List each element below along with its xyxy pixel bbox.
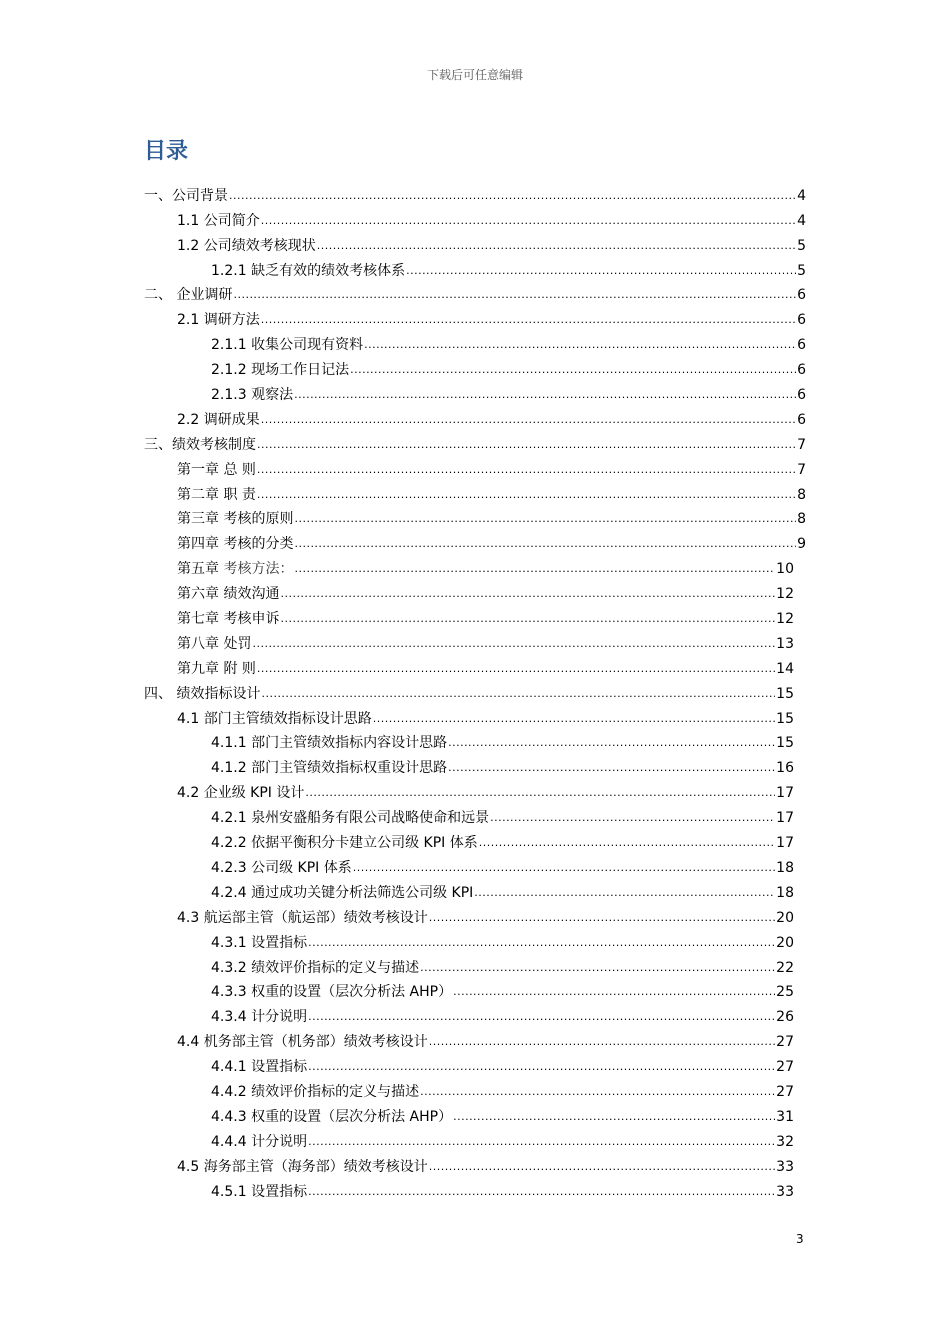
- toc-entry-page: 10: [776, 561, 794, 578]
- toc-entry[interactable]: [144, 952, 806, 977]
- toc-entry[interactable]: [144, 653, 806, 678]
- toc-entry-label: 4.4 机务部主管（机务部）绩效考核设计: [177, 1034, 428, 1051]
- toc-leader-dots: [280, 610, 775, 628]
- toc-leader-dots: [317, 237, 796, 255]
- toc-entry-page: 20: [776, 934, 794, 951]
- toc-entry-label: 2.1.2 现场工作日记法: [211, 362, 350, 379]
- page-header: 下载后可任意编辑: [426, 68, 523, 82]
- toc-entry-page: 26: [776, 1009, 794, 1026]
- toc-entry-label: 4.4.3 权重的设置（层次分析法 AHP）: [211, 1108, 453, 1125]
- page-number: 3: [796, 1232, 804, 1246]
- toc-entry[interactable]: [144, 304, 806, 329]
- toc-entry[interactable]: [144, 404, 806, 429]
- toc-entry[interactable]: [144, 180, 806, 205]
- toc-entry-page: 17: [776, 810, 794, 827]
- toc-entry-page: 6: [797, 287, 806, 304]
- toc-entry-label: 2.1.3 观察法: [211, 387, 294, 404]
- toc-entry[interactable]: [144, 752, 806, 777]
- toc-leader-dots: [429, 1158, 775, 1176]
- toc-entry[interactable]: [144, 454, 806, 479]
- toc-leader-dots: [350, 361, 796, 379]
- toc-entry-page: 33: [776, 1183, 794, 1200]
- toc-leader-dots: [474, 884, 775, 902]
- toc-entry[interactable]: [144, 1126, 806, 1151]
- toc-leader-dots: [261, 411, 796, 429]
- toc-entry-page: 8: [797, 486, 806, 503]
- toc-entry-label: 第八章 处罚: [177, 635, 252, 652]
- toc-entry[interactable]: [144, 329, 806, 354]
- toc-entry-page: 15: [776, 735, 794, 752]
- toc-entry-page: 27: [776, 1083, 794, 1100]
- toc-entry-page: 4: [797, 212, 806, 229]
- toc-entry-label: 1.2 公司绩效考核现状: [177, 237, 316, 254]
- toc-entry-label: 第三章 考核的原则: [177, 511, 294, 528]
- toc-leader-dots: [252, 635, 775, 653]
- toc-entry[interactable]: [144, 977, 806, 1002]
- toc-entry-label: 2.1 调研方法: [177, 312, 260, 329]
- toc-entry[interactable]: [144, 852, 806, 877]
- toc-entry[interactable]: [144, 379, 806, 404]
- toc-entry[interactable]: [144, 255, 806, 280]
- toc-leader-dots: [229, 187, 796, 205]
- toc-leader-dots: [257, 660, 775, 678]
- toc-entry-label: 4.1 部门主管绩效指标设计思路: [177, 710, 372, 727]
- toc-leader-dots: [373, 710, 775, 728]
- toc-entry-label: 二、 企业调研: [144, 287, 233, 304]
- toc-entry-page: 12: [776, 611, 794, 628]
- toc-entry[interactable]: [144, 578, 806, 603]
- toc-leader-dots: [308, 1133, 775, 1151]
- toc-entry[interactable]: [144, 1076, 806, 1101]
- toc-entry[interactable]: [144, 528, 806, 553]
- toc-entry-page: 5: [797, 262, 806, 279]
- toc-entry[interactable]: [144, 1051, 806, 1076]
- toc-entry[interactable]: [144, 429, 806, 454]
- toc-entry[interactable]: [144, 354, 806, 379]
- toc-leader-dots: [257, 486, 796, 504]
- toc-entry-page: 31: [776, 1108, 794, 1125]
- toc-entry[interactable]: [144, 927, 806, 952]
- toc-leader-dots: [294, 560, 775, 578]
- toc-leader-dots: [308, 1183, 775, 1201]
- toc-entry-page: 6: [797, 337, 806, 354]
- toc-entry[interactable]: [144, 205, 806, 230]
- toc-entry-page: 7: [797, 436, 806, 453]
- toc-entry-label: 1.2.1 缺乏有效的绩效考核体系: [211, 262, 406, 279]
- toc-entry-label: 2.2 调研成果: [177, 411, 260, 428]
- toc-entry-page: 25: [776, 984, 794, 1001]
- toc-entry-page: 14: [776, 660, 794, 677]
- toc-entry[interactable]: [144, 1151, 806, 1176]
- toc-entry-page: 18: [776, 884, 794, 901]
- toc-entry-label: 第一章 总 则: [177, 461, 256, 478]
- toc-entry-label: 第六章 绩效沟通: [177, 586, 280, 603]
- toc-leader-dots: [420, 959, 775, 977]
- toc-leader-dots: [353, 859, 775, 877]
- toc-entry[interactable]: [144, 280, 806, 305]
- toc-entry-label: 4.2.3 公司级 KPI 体系: [211, 859, 352, 876]
- toc-leader-dots: [294, 386, 796, 404]
- toc-entry-label: 4.3.3 权重的设置（层次分析法 AHP）: [211, 984, 453, 1001]
- toc-entry[interactable]: [144, 1001, 806, 1026]
- toc-leader-dots: [257, 461, 796, 479]
- toc-leader-dots: [280, 585, 775, 603]
- toc-entry-label: 一、公司背景: [144, 187, 228, 204]
- toc-entry-label: 4.4.2 绩效评价指标的定义与描述: [211, 1083, 420, 1100]
- toc-entry-page: 5: [797, 237, 806, 254]
- toc-leader-dots: [448, 759, 775, 777]
- toc-entry[interactable]: [144, 703, 806, 728]
- toc-leader-dots: [453, 983, 775, 1001]
- toc-leader-dots: [364, 336, 796, 354]
- toc-entry-label: 4.5 海务部主管（海务部）绩效考核设计: [177, 1158, 428, 1175]
- toc-entry-label: 4.2.1 泉州安盛船务有限公司战略使命和远景: [211, 810, 490, 827]
- toc-entry-page: 13: [776, 635, 794, 652]
- toc-entry[interactable]: [144, 678, 806, 703]
- toc-leader-dots: [406, 262, 796, 280]
- toc-leader-dots: [261, 685, 775, 703]
- toc-entry-label: 第七章 考核申诉: [177, 611, 280, 628]
- toc-entry-page: 6: [797, 362, 806, 379]
- toc-leader-dots: [479, 834, 775, 852]
- toc-entry[interactable]: [144, 553, 806, 578]
- toc-leader-dots: [233, 286, 796, 304]
- toc-entry[interactable]: [144, 1026, 806, 1051]
- toc-entry[interactable]: [144, 902, 806, 927]
- toc-entry-label: 第九章 附 则: [177, 660, 256, 677]
- toc-entry-page: 15: [776, 710, 794, 727]
- toc-entry[interactable]: [144, 877, 806, 902]
- toc-leader-dots: [420, 1083, 775, 1101]
- toc-entry-label: 第四章 考核的分类: [177, 536, 294, 553]
- toc-leader-dots: [294, 535, 796, 553]
- toc-entry[interactable]: [144, 802, 806, 827]
- toc-entry[interactable]: [144, 603, 806, 628]
- toc-entry-page: 33: [776, 1158, 794, 1175]
- toc-leader-dots: [308, 934, 775, 952]
- toc-entry-page: 32: [776, 1133, 794, 1150]
- toc-entry-page: 16: [776, 760, 794, 777]
- toc-entry-page: 27: [776, 1034, 794, 1051]
- toc-entry-page: 27: [776, 1059, 794, 1076]
- toc-leader-dots: [261, 311, 796, 329]
- toc-entry-page: 12: [776, 586, 794, 603]
- toc-leader-dots: [294, 510, 796, 528]
- table-of-contents: [144, 180, 806, 1201]
- toc-entry-page: 8: [797, 511, 806, 528]
- toc-leader-dots: [305, 784, 775, 802]
- toc-leader-dots: [429, 909, 775, 927]
- toc-entry-label: 4.1.2 部门主管绩效指标权重设计思路: [211, 760, 448, 777]
- toc-entry[interactable]: [144, 1101, 806, 1126]
- toc-entry-label: 四、 绩效指标设计: [144, 685, 261, 702]
- toc-entry-label: 4.3.4 计分说明: [211, 1009, 308, 1026]
- toc-leader-dots: [453, 1108, 775, 1126]
- toc-entry-page: 15: [776, 685, 794, 702]
- toc-entry-page: 6: [797, 411, 806, 428]
- toc-entry-page: 22: [776, 959, 794, 976]
- toc-entry[interactable]: [144, 230, 806, 255]
- toc-entry-page: 9: [797, 536, 806, 553]
- toc-entry-label: 4.2.4 通过成功关键分析法筛选公司级 KPI: [211, 884, 474, 901]
- toc-entry-label: 第五章 考核方法：: [177, 561, 294, 578]
- toc-entry-label: 4.1.1 部门主管绩效指标内容设计思路: [211, 735, 448, 752]
- toc-entry[interactable]: [144, 777, 806, 802]
- toc-leader-dots: [308, 1058, 775, 1076]
- toc-entry-page: 20: [776, 909, 794, 926]
- toc-entry[interactable]: [144, 504, 806, 529]
- toc-entry[interactable]: [144, 728, 806, 753]
- toc-entry[interactable]: [144, 827, 806, 852]
- toc-entry-label: 第二章 职 责: [177, 486, 256, 503]
- toc-entry[interactable]: [144, 479, 806, 504]
- toc-entry-label: 4.2 企业级 KPI 设计: [177, 785, 305, 802]
- toc-title: 目录: [144, 139, 189, 164]
- toc-entry[interactable]: [144, 628, 806, 653]
- toc-entry[interactable]: [144, 1176, 806, 1201]
- toc-entry-page: 7: [797, 461, 806, 478]
- toc-leader-dots: [308, 1008, 775, 1026]
- toc-entry-label: 4.2.2 依据平衡积分卡建立公司级 KPI 体系: [211, 835, 478, 852]
- toc-entry-label: 1.1 公司简介: [177, 212, 260, 229]
- toc-entry-page: 4: [797, 187, 806, 204]
- toc-leader-dots: [448, 734, 775, 752]
- toc-entry-label: 4.3 航运部主管（航运部）绩效考核设计: [177, 909, 428, 926]
- toc-entry-page: 17: [776, 785, 794, 802]
- toc-leader-dots: [261, 212, 796, 230]
- toc-leader-dots: [257, 436, 796, 454]
- toc-entry-label: 三、绩效考核制度: [144, 436, 256, 453]
- toc-entry-page: 6: [797, 387, 806, 404]
- toc-entry-page: 17: [776, 835, 794, 852]
- toc-entry-page: 6: [797, 312, 806, 329]
- toc-entry-page: 18: [776, 859, 794, 876]
- toc-entry-label: 2.1.1 收集公司现有资料: [211, 337, 364, 354]
- toc-leader-dots: [429, 1033, 775, 1051]
- toc-entry-label: 4.4.1 设置指标: [211, 1059, 308, 1076]
- toc-entry-label: 4.4.4 计分说明: [211, 1133, 308, 1150]
- toc-leader-dots: [490, 809, 775, 827]
- toc-entry-label: 4.3.2 绩效评价指标的定义与描述: [211, 959, 420, 976]
- toc-entry-label: 4.5.1 设置指标: [211, 1183, 308, 1200]
- toc-entry-label: 4.3.1 设置指标: [211, 934, 308, 951]
